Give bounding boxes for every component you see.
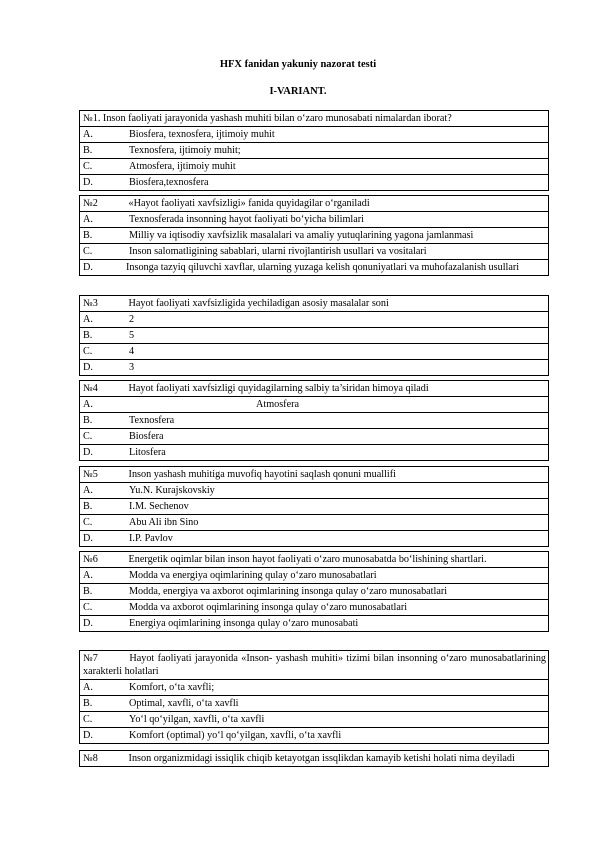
answer-label: C. bbox=[83, 714, 93, 725]
question-number: №3 bbox=[83, 298, 98, 309]
answer-text: Yu.N. Kurajskovskiy bbox=[129, 485, 215, 496]
answer-label: C. bbox=[83, 517, 93, 528]
question-text: Energetik oqimlar bilan inson hayot faoliyati o‘zaro munosabatda bo‘lishining shartlari. bbox=[128, 554, 487, 565]
question-block bbox=[79, 551, 549, 632]
answer-label: D. bbox=[83, 177, 93, 188]
question-header bbox=[80, 651, 548, 680]
answer-row[interactable] bbox=[80, 445, 548, 461]
question-number: №4 bbox=[83, 383, 98, 394]
answer-label: A. bbox=[83, 485, 93, 496]
question-text: «Hayot faoliyati xavfsizligi» fanida quyidagilar o‘rganiladi bbox=[128, 198, 370, 209]
question-number: №8 bbox=[83, 753, 98, 764]
answer-text: Optimal, xavfli, o‘ta xavfli bbox=[129, 698, 239, 709]
answer-label: A. bbox=[83, 129, 93, 140]
answer-text: 5 bbox=[129, 330, 135, 341]
answer-text: Inson salomatligining sabablari, ularni rivojlantirish usullari va vositalari bbox=[129, 246, 427, 257]
answer-row[interactable] bbox=[80, 159, 548, 175]
answer-label: C. bbox=[83, 602, 93, 613]
answer-row[interactable] bbox=[80, 344, 548, 360]
answer-row[interactable] bbox=[80, 413, 548, 429]
answer-text: Texnosferada insonning hayot faoliyati bo‘yicha bilimlari bbox=[129, 214, 364, 225]
answer-text: Milliy va iqtisodiy xavfsizlik masalalari va amaliy yutuqlarining yagona jamlanmasi bbox=[129, 230, 474, 241]
question-block bbox=[79, 380, 549, 461]
answer-label: B. bbox=[83, 330, 93, 341]
answer-text: Biosfera,texnosfera bbox=[129, 177, 209, 188]
answer-row[interactable] bbox=[80, 244, 548, 260]
answer-text: Komfort, o‘ta xavfli; bbox=[129, 682, 215, 693]
answer-text: Atmosfera bbox=[256, 399, 299, 410]
answer-text: Biosfera bbox=[129, 431, 164, 442]
answer-label: B. bbox=[83, 698, 93, 709]
answer-label: D. bbox=[83, 362, 93, 373]
answer-label: A. bbox=[83, 399, 93, 410]
answer-label: D. bbox=[83, 447, 93, 458]
answer-row[interactable] bbox=[80, 584, 548, 600]
answer-row[interactable] bbox=[80, 515, 548, 531]
answer-label: D. bbox=[83, 533, 93, 544]
answer-label: C. bbox=[83, 246, 93, 257]
question-header bbox=[80, 111, 548, 127]
question-number: №7 bbox=[83, 653, 98, 664]
answer-label: D. bbox=[83, 262, 93, 273]
question-number: №5 bbox=[83, 469, 98, 480]
question-block bbox=[79, 295, 549, 376]
answer-text: Texnosfera bbox=[129, 415, 175, 426]
answer-row[interactable] bbox=[80, 212, 548, 228]
question-number: №6 bbox=[83, 554, 98, 565]
answer-label: A. bbox=[83, 314, 93, 325]
answer-text: Litosfera bbox=[129, 447, 166, 458]
answer-text: I.P. Pavlov bbox=[129, 533, 173, 544]
answer-row[interactable] bbox=[80, 312, 548, 328]
answer-label: B. bbox=[83, 415, 93, 426]
answer-row[interactable] bbox=[80, 680, 548, 696]
answer-row[interactable] bbox=[80, 531, 548, 547]
answer-row[interactable] bbox=[80, 228, 548, 244]
answer-label: C. bbox=[83, 161, 93, 172]
question-text: Inson yashash muhitiga muvofiq hayotini saqlash qonuni muallifi bbox=[128, 469, 396, 480]
question-block bbox=[79, 650, 549, 744]
answer-row[interactable] bbox=[80, 616, 548, 632]
question-text: Inson faoliyati jarayonida yashash muhiti bilan o‘zaro munosabati nimalardan iborat? bbox=[102, 113, 452, 124]
question-header bbox=[80, 467, 548, 483]
question-header bbox=[80, 751, 548, 767]
answer-label: C. bbox=[83, 346, 93, 357]
answer-label: A. bbox=[83, 682, 93, 693]
answer-text: 2 bbox=[129, 314, 135, 325]
question-block bbox=[79, 466, 549, 547]
answer-text: 4 bbox=[129, 346, 135, 357]
answer-row[interactable] bbox=[80, 712, 548, 728]
question-text: Hayot faoliyati jarayonida «Inson- yashash muhiti» tizimi bilan insonning o‘zaro munosabatlarining xarakterli holatlari bbox=[83, 653, 547, 677]
answer-row[interactable] bbox=[80, 143, 548, 159]
answer-label: D. bbox=[83, 730, 93, 741]
answer-row[interactable] bbox=[80, 175, 548, 191]
variant-title: I-VARIANT. bbox=[269, 86, 327, 97]
answer-text: Atmosfera, ijtimoiy muhit bbox=[129, 161, 236, 172]
answer-label: D. bbox=[83, 618, 93, 629]
question-block bbox=[79, 110, 549, 191]
answer-text: Yo‘l qo‘yilgan, xavfli, o‘ta xavfli bbox=[129, 714, 265, 725]
question-header bbox=[80, 196, 548, 212]
answer-text: Biosfera, texnosfera, ijtimoiy muhit bbox=[129, 129, 275, 140]
answer-row[interactable] bbox=[80, 260, 548, 276]
page-title: HFX fanidan yakuniy nazorat testi bbox=[219, 59, 377, 70]
answer-row[interactable] bbox=[80, 360, 548, 376]
answer-row[interactable] bbox=[80, 728, 548, 744]
question-text: Hayot faoliyati xavfsizligi quyidagilarning salbiy ta’siridan himoya qiladi bbox=[128, 383, 429, 394]
answer-label: B. bbox=[83, 501, 93, 512]
answer-text: 3 bbox=[129, 362, 135, 373]
answer-label: B. bbox=[83, 145, 93, 156]
answer-text: I.M. Sechenov bbox=[129, 501, 189, 512]
answer-label: A. bbox=[83, 570, 93, 581]
answer-row[interactable] bbox=[80, 328, 548, 344]
answer-row[interactable] bbox=[80, 696, 548, 712]
answer-label: A. bbox=[83, 214, 93, 225]
answer-text: Komfort (optimal) yo‘l qo‘yilgan, xavfli, o‘ta xavfli bbox=[129, 730, 342, 741]
answer-text: Insonga tazyiq qiluvchi xavflar, ularning yuzaga kelish qonuniyatlari va muhofazalanish usullari bbox=[126, 262, 520, 273]
question-block bbox=[79, 750, 549, 767]
question-text: Inson organizmidagi issiqlik chiqib ketayotgan issqlikdan kamayib ketishi holati nima deyiladi bbox=[128, 753, 515, 764]
answer-text: Energiya oqimlarining insonga qulay o‘zaro munosabati bbox=[129, 618, 359, 629]
answer-row[interactable] bbox=[80, 600, 548, 616]
question-number: №1. bbox=[83, 113, 101, 124]
answer-text: Texnosfera, ijtimoiy muhit; bbox=[129, 145, 241, 156]
answer-text: Modda va axborot oqimlarining insonga qulay o‘zaro munosabatlari bbox=[129, 602, 408, 613]
answer-row[interactable] bbox=[80, 127, 548, 143]
answer-row[interactable] bbox=[80, 483, 548, 499]
question-header bbox=[80, 296, 548, 312]
answer-row[interactable] bbox=[80, 568, 548, 584]
answer-text: Modda, energiya va axborot oqimlarining insonga qulay o‘zaro munosabatlari bbox=[129, 586, 448, 597]
answer-text: Abu Ali ibn Sino bbox=[129, 517, 199, 528]
question-header bbox=[80, 552, 548, 568]
answer-label: B. bbox=[83, 586, 93, 597]
answer-row[interactable] bbox=[80, 429, 548, 445]
answer-text: Modda va energiya oqimlarining qulay o‘zaro munosabatlari bbox=[129, 570, 377, 581]
answer-row[interactable] bbox=[80, 499, 548, 515]
question-number: №2 bbox=[83, 198, 98, 209]
question-block bbox=[79, 195, 549, 276]
answer-label: B. bbox=[83, 230, 93, 241]
question-text: Hayot faoliyati xavfsizligida yechiladigan asosiy masalalar soni bbox=[128, 298, 389, 309]
answer-row[interactable] bbox=[80, 397, 548, 413]
question-header bbox=[80, 381, 548, 397]
answer-label: C. bbox=[83, 431, 93, 442]
